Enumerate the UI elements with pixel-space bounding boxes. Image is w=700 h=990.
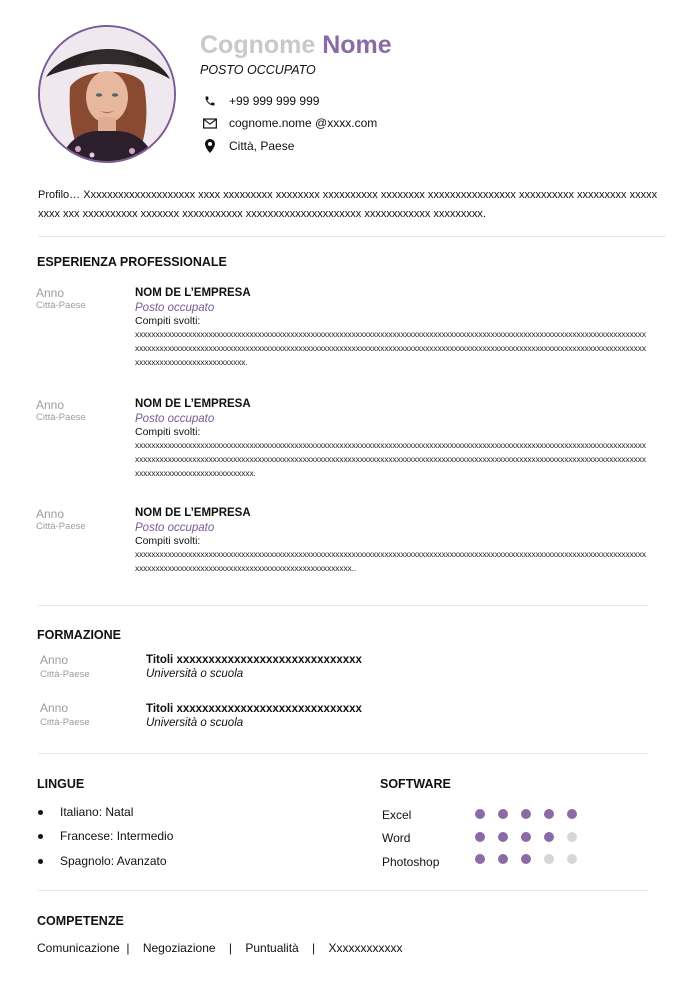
section-title-software: SOFTWARE: [380, 777, 451, 791]
section-title-experience: ESPERIENZA PROFESSIONALE: [37, 255, 227, 269]
language-item: [38, 805, 133, 819]
job-position: POSTO OCCUPATO: [200, 63, 316, 77]
education-item: [40, 653, 90, 680]
rating-dot-filled: [521, 832, 531, 842]
experience-year: Anno: [36, 286, 65, 300]
experience-item: [36, 507, 86, 532]
rating-dot-filled: [498, 854, 508, 864]
degree-title: Titoli xxxxxxxxxxxxxxxxxxxxxxxxxxxxx: [146, 654, 362, 666]
rating-dot-filled: [475, 832, 485, 842]
firstname: Nome: [322, 31, 392, 59]
skills-list: Comunicazione | Negoziazione | Puntualità | Xxxxxxxxxxxx: [37, 941, 403, 955]
education-city: Città-Paese: [40, 717, 90, 728]
rating-dot-filled: [521, 854, 531, 864]
divider: [38, 890, 648, 891]
rating-dot-filled: [498, 809, 508, 819]
software-rating: [475, 854, 590, 864]
software-name: Excel: [382, 808, 412, 822]
duties-text: xxxxxxxxxxxxxxxxxxxxxxxxxxxxxxxxxxxxxxxxxxxxxxxxxxxxxxxxxxxxxxxxxxxxxxxxxxxxxxxxxxxxxxxxxxxxxxxxxxxxxxxxxxxxxxxxxxxxxxxxxxxxxxxxxxxxxxxxxxxxxxxxxxxxxxxxxxxxxxxxxxxxxxxxxxxxxxxxxxxxxxxxxxxxxxxxxxxxxxxxxxxxxxxxxxxxxxxxxxxxxxxxxxxxxxxxxxxxxxxxxxxxxxxxxxxxxxxxxxxxxxxxxxxxxxxxxxxxx.: [135, 329, 646, 367]
software-rating: [475, 832, 590, 842]
experience-item: [36, 398, 86, 423]
experience-details: [135, 507, 647, 575]
software-name: Word: [382, 831, 411, 845]
phone-icon: [203, 94, 217, 108]
job-role: Posto occupato: [135, 413, 215, 425]
experience-details: [135, 398, 647, 480]
education-item: [40, 701, 90, 728]
education-year: Anno: [40, 701, 69, 715]
map-pin-icon: [203, 139, 217, 153]
company-name: NOM DE L’EMPRESA: [135, 287, 251, 299]
bullet: [38, 834, 43, 839]
location-text: Città, Paese: [229, 139, 295, 153]
experience-city: Città-Paese: [36, 412, 86, 423]
education-city: Città-Paese: [40, 669, 90, 680]
envelope-icon: [203, 116, 217, 130]
education-details: [146, 654, 362, 680]
section-title-education: FORMAZIONE: [37, 628, 122, 642]
rating-dot-filled: [498, 832, 508, 842]
divider: [38, 236, 666, 237]
rating-dot-filled: [567, 809, 577, 819]
section-title-skills: COMPETENZE: [37, 914, 124, 928]
rating-dot-empty: [567, 832, 577, 842]
contact-email: [203, 116, 377, 130]
experience-year: Anno: [36, 398, 65, 412]
profile-summary: Profilo… Xxxxxxxxxxxxxxxxxxxx xxxx xxxxxxxxx xxxxxxxx xxxxxxxxxx xxxxxxxx xxxxxxxxxxxxxxxx xxxxxxxxxx xxxxxxxxx xxxxxxxxx xxx xxxxxxxxxx xxxxxxx xxxxxxxxxxx xxxxxxxxxxxxxxxxxxxxx xxxxxxxxxxxx xxxxxxxxx.: [38, 189, 658, 220]
divider: [38, 753, 648, 754]
email-text: cognome.nome @xxxx.com: [229, 116, 378, 130]
experience-details: [135, 287, 647, 369]
rating-dot-filled: [475, 809, 485, 819]
full-name: [200, 31, 392, 60]
language-label: Italiano: Natal: [60, 805, 134, 819]
software-rating: [475, 809, 590, 819]
duties-label: Compiti svolti:: [135, 535, 201, 547]
education-details: [146, 703, 362, 729]
phone-text: +99 999 999 999: [229, 94, 320, 108]
software-name: Photoshop: [382, 855, 440, 869]
duties-text: xxxxxxxxxxxxxxxxxxxxxxxxxxxxxxxxxxxxxxxxxxxxxxxxxxxxxxxxxxxxxxxxxxxxxxxxxxxxxxxxxxxxxxxxxxxxxxxxxxxxxxxxxxxxxxxxxxxxxxxxxxxxxxxxxxxxxxxxxxxxxxxxxxxxxxxxxxxxxxxxxxxxxxxxxxxxxxxxxx..: [135, 549, 646, 573]
language-item: [38, 829, 173, 843]
company-name: NOM DE L’EMPRESA: [135, 398, 251, 410]
rating-dot-filled: [521, 809, 531, 819]
language-label: Spagnolo: Avanzato: [60, 854, 167, 868]
education-year: Anno: [40, 653, 69, 667]
duties-text: xxxxxxxxxxxxxxxxxxxxxxxxxxxxxxxxxxxxxxxxxxxxxxxxxxxxxxxxxxxxxxxxxxxxxxxxxxxxxxxxxxxxxxxxxxxxxxxxxxxxxxxxxxxxxxxxxxxxxxxxxxxxxxxxxxxxxxxxxxxxxxxxxxxxxxxxxxxxxxxxxxxxxxxxxxxxxxxxxxxxxxxxxxxxxxxxxxxxxxxxxxxxxxxxxxxxxxxxxxxxxxxxxxxxxxxxxxxxxxxxxxxxxxxxxxxxxxxxxxxxxxxxxxxxxxxxxxxxxxx.: [135, 440, 646, 478]
experience-city: Città-Paese: [36, 521, 86, 532]
degree-title: Titoli xxxxxxxxxxxxxxxxxxxxxxxxxxxxx: [146, 703, 362, 715]
bullet: [38, 859, 43, 864]
rating-dot-empty: [567, 854, 577, 864]
rating-dot-filled: [544, 832, 554, 842]
company-name: NOM DE L’EMPRESA: [135, 507, 251, 519]
duties-label: Compiti svolti:: [135, 426, 201, 438]
section-title-languages: LINGUE: [37, 777, 85, 791]
job-role: Posto occupato: [135, 302, 215, 314]
experience-item: [36, 286, 86, 311]
surname: Cognome: [200, 31, 316, 59]
bullet: [38, 810, 43, 815]
rating-dot-filled: [544, 809, 554, 819]
language-label: Francese: Intermedio: [60, 829, 174, 843]
divider: [38, 605, 648, 606]
school-name: Università o scuola: [146, 717, 244, 729]
language-item: [38, 854, 167, 868]
contact-phone: [203, 94, 319, 108]
rating-dot-filled: [475, 854, 485, 864]
experience-year: Anno: [36, 507, 65, 521]
profile-photo: [38, 25, 176, 163]
job-role: Posto occupato: [135, 522, 215, 534]
experience-city: Città-Paese: [36, 300, 86, 311]
school-name: Università o scuola: [146, 668, 244, 680]
rating-dot-empty: [544, 854, 554, 864]
duties-label: Compiti svolti:: [135, 315, 201, 327]
contact-location: [203, 139, 294, 153]
